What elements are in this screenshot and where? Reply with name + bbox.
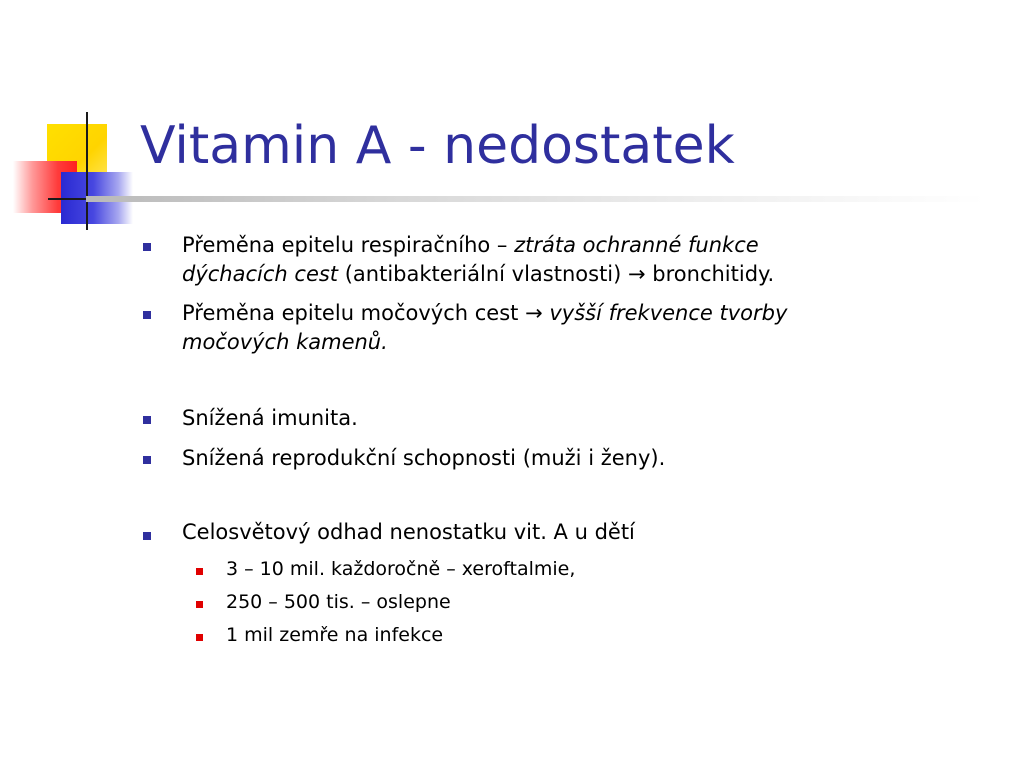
bullet-text-italic: močových kamenů. xyxy=(182,330,388,354)
bullet-line xyxy=(182,328,942,357)
sub-bullet-marker xyxy=(196,568,203,575)
bullet-marker xyxy=(143,311,151,319)
bullet-text: (antibakteriální vlastnosti) → bronchitidy. xyxy=(338,262,775,286)
sub-bullet-item: 1 mil zemře na infekce xyxy=(226,624,444,646)
bullet-item: Celosvětový odhad nenostatku vit. A u dětí xyxy=(182,520,635,544)
bullet-line xyxy=(182,231,942,260)
bullet-text: Přeměna epitelu močových cest → xyxy=(182,301,550,325)
bullet-marker xyxy=(143,243,151,251)
bullet-item: Snížená reprodukční schopnosti (muži i ženy). xyxy=(182,446,666,470)
bullet-item xyxy=(182,299,942,357)
sub-bullet-marker xyxy=(196,601,203,608)
sub-bullet-marker xyxy=(196,634,203,641)
sub-bullet-item: 250 – 500 tis. – oslepne xyxy=(226,591,451,613)
slide-title: Vitamin A - nedostatek xyxy=(140,116,735,176)
bullet-item xyxy=(182,231,942,289)
bullet-text-italic: ztráta ochranné funkce xyxy=(514,233,759,257)
sub-bullet-item: 3 – 10 mil. každoročně – xeroftalmie, xyxy=(226,558,576,580)
bullet-text-italic: vyšší frekvence tvorby xyxy=(549,301,788,325)
bullet-marker xyxy=(143,532,151,540)
bullet-line xyxy=(182,299,942,328)
bullet-text: Přeměna epitelu respiračního – xyxy=(182,233,515,257)
bullet-text-italic: dýchacích cest xyxy=(182,262,339,286)
bullet-marker xyxy=(143,416,151,424)
bullet-item: Snížená imunita. xyxy=(182,406,358,430)
bullet-line xyxy=(182,260,942,289)
bullet-marker xyxy=(143,456,151,464)
